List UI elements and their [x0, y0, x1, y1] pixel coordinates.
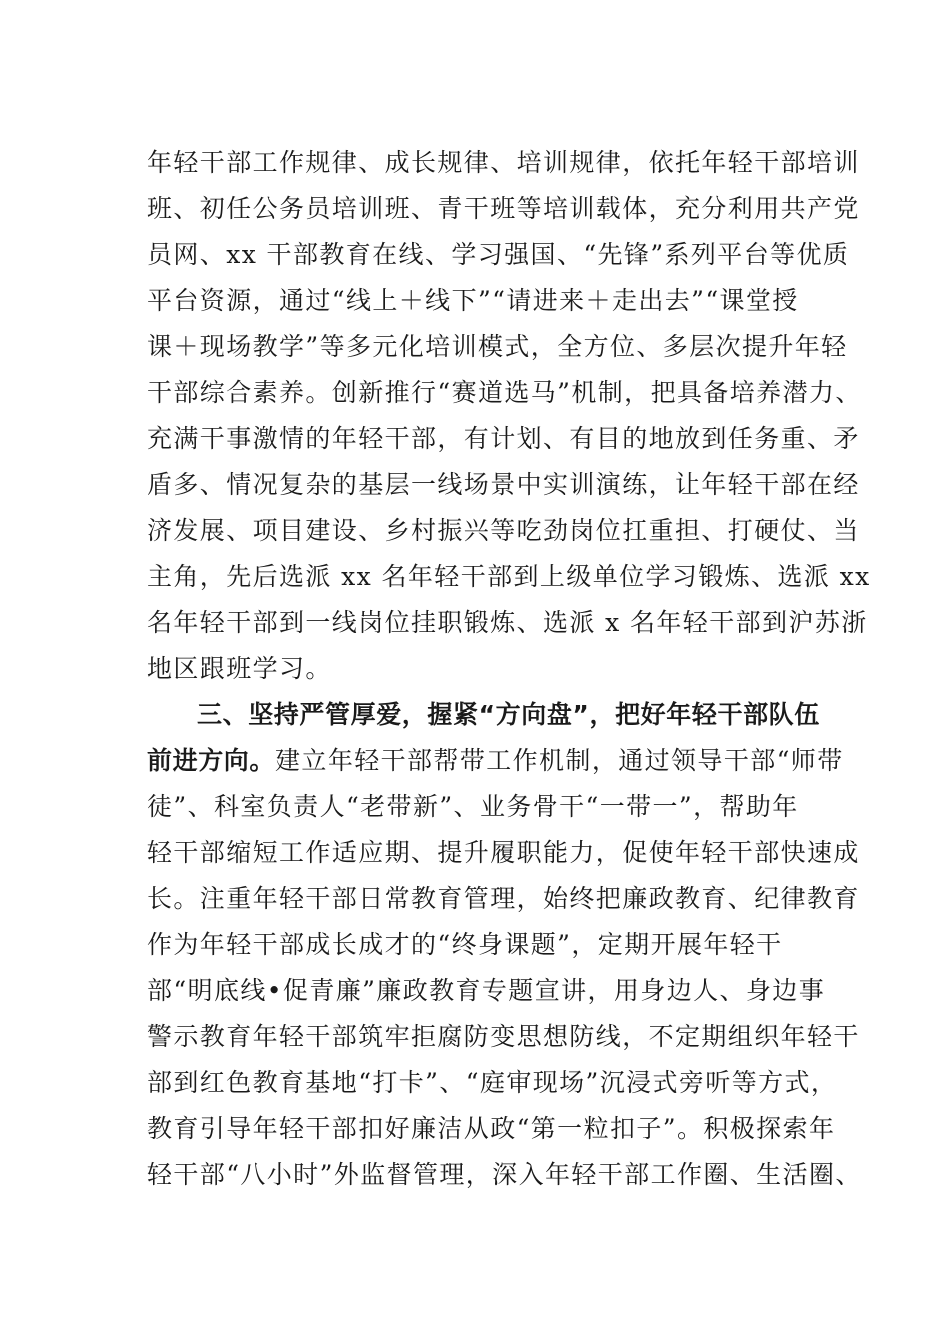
- body-line: 地区跟班学习。: [147, 654, 332, 683]
- section-heading-text: 三、坚持严管厚爱，握紧“方向盘”，把好年轻干部队伍: [197, 700, 820, 729]
- section-heading: [147, 692, 837, 738]
- body-line: 盾多、情况复杂的基层一线场景中实训演练，让年轻干部在经: [147, 470, 860, 499]
- body-line: 长。注重年轻干部日常教育管理，始终把廉政教育、纪律教育: [147, 884, 860, 913]
- body-line: 轻干部“八小时”外监督管理，深入年轻干部工作圈、生活圈、: [147, 1160, 862, 1189]
- section-heading-tail: 前进方向。: [147, 746, 276, 775]
- body-line: 充满干事激情的年轻干部，有计划、有目的地放到任务重、矛: [147, 424, 860, 453]
- body-line: 名年轻干部到一线岗位挂职锻炼、选派 x 名年轻干部到沪苏浙: [147, 608, 868, 637]
- body-line: 员网、xx 干部教育在线、学习强国、“先锋”系列平台等优质: [147, 240, 850, 269]
- body-line: 轻干部缩短工作适应期、提升履职能力，促使年轻干部快速成: [147, 838, 860, 867]
- body-line: 班、初任公务员培训班、青干班等培训载体，充分利用共产党: [147, 194, 860, 223]
- body-line: 教育引导年轻干部扣好廉洁从政“第一粒扣子”。积极探索年: [147, 1114, 836, 1143]
- body-line: 徒”、科室负责人“老带新”、业务骨干“一带一”，帮助年: [147, 792, 799, 821]
- body-line: 济发展、项目建设、乡村振兴等吃劲岗位扛重担、打硬仗、当: [147, 516, 860, 545]
- body-line: 平台资源，通过“线上＋线下”“请进来＋走出去”“课堂授: [147, 286, 799, 315]
- body-line: 年轻干部工作规律、成长规律、培训规律，依托年轻干部培训: [147, 148, 860, 177]
- paragraph-2-opening: 建立年轻干部帮带工作机制，通过领导干部“师带: [275, 746, 844, 775]
- body-line: 警示教育年轻干部筑牢拒腐防变思想防线，不定期组织年轻干: [147, 1022, 860, 1051]
- body-line: 部到红色教育基地“打卡”、“庭审现场”沉浸式旁听等方式，: [147, 1068, 838, 1097]
- body-line: 主角，先后选派 xx 名年轻干部到上级单位学习锻炼、选派 xx: [147, 562, 871, 591]
- document-body: [147, 140, 871, 1198]
- body-line: 干部综合素养。创新推行“赛道选马”机制，把具备培养潜力、: [147, 378, 862, 407]
- body-line: 部“明底线•促青廉”廉政教育专题宣讲，用身边人、身边事: [147, 976, 826, 1005]
- body-line: 作为年轻干部成长成才的“终身课题”，定期开展年轻干: [147, 930, 783, 959]
- body-line: 课＋现场教学”等多元化培训模式，全方位、多层次提升年轻: [147, 332, 848, 361]
- section-heading-continuation: [147, 738, 844, 784]
